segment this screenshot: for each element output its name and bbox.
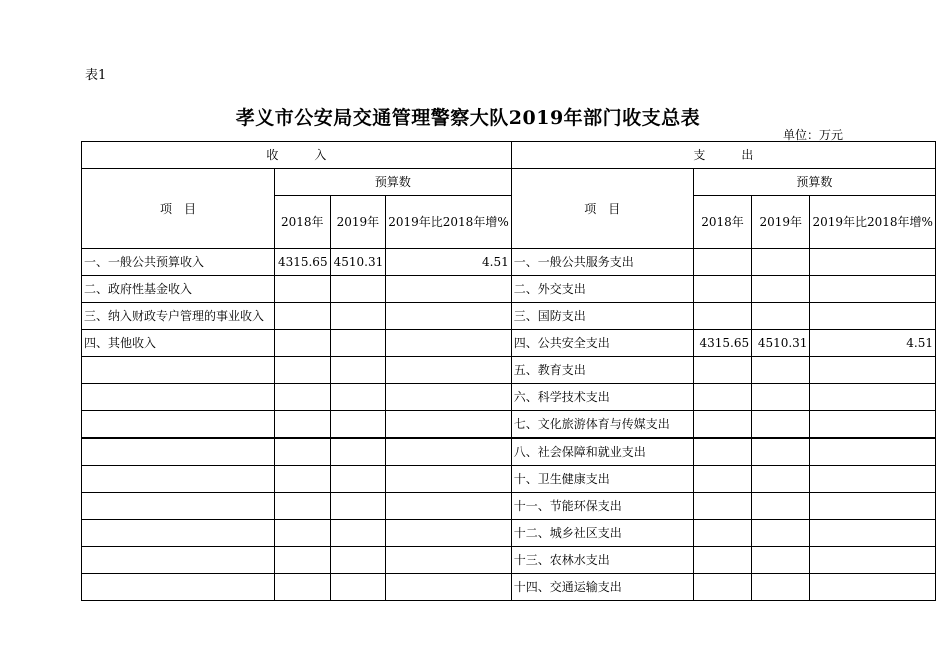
table-row (82, 330, 936, 357)
budget-summary-table (81, 141, 936, 601)
income-2018-value (274, 547, 330, 574)
income-growth-value (386, 411, 511, 439)
expense-growth-value (810, 574, 936, 601)
income-2018-value (274, 330, 330, 357)
expense-growth-value (810, 547, 936, 574)
income-item: 三、纳入财政专户管理的事业收入 (82, 303, 275, 330)
table-row (82, 411, 936, 439)
income-2019-value (330, 547, 386, 574)
income-2019-value (330, 574, 386, 601)
table-row (82, 357, 936, 384)
income-2018-value (274, 276, 330, 303)
header-row-budget (82, 169, 936, 196)
income-item (82, 438, 275, 466)
income-item (82, 574, 275, 601)
expense-2019-header: 2019年 (752, 196, 810, 249)
income-item (82, 520, 275, 547)
table-row (82, 438, 936, 466)
expense-2019-value (752, 438, 810, 466)
expense-item: 十、卫生健康支出 (511, 466, 693, 493)
income-growth-value (386, 357, 511, 384)
expense-growth-value (810, 438, 936, 466)
expense-growth-value (810, 466, 936, 493)
expense-item: 二、外交支出 (511, 276, 693, 303)
expense-2019-value (752, 520, 810, 547)
income-2019-value (330, 438, 386, 466)
table-row (82, 493, 936, 520)
income-growth-value (386, 384, 511, 411)
income-growth-value: 4.51 (386, 249, 511, 276)
income-item-header: 项 目 (82, 169, 275, 249)
expense-2018-value (693, 276, 751, 303)
table-row (82, 303, 936, 330)
table-row (82, 249, 936, 276)
expense-item: 十一、节能环保支出 (511, 493, 693, 520)
expense-growth-value (810, 384, 936, 411)
expense-growth-value (810, 493, 936, 520)
expense-item: 十三、农林水支出 (511, 547, 693, 574)
expense-item: 一、一般公共服务支出 (511, 249, 693, 276)
income-2018-value (274, 466, 330, 493)
income-2018-value (274, 493, 330, 520)
expense-2018-value (693, 384, 751, 411)
income-2018-value (274, 438, 330, 466)
expense-2019-value (752, 574, 810, 601)
income-growth-value (386, 276, 511, 303)
expense-2018-value (693, 520, 751, 547)
expense-2018-value (693, 411, 751, 439)
expense-2018-value (693, 303, 751, 330)
income-growth-value (386, 547, 511, 574)
income-growth-value (386, 520, 511, 547)
income-growth-header: 2019年比2018年增% (386, 196, 511, 249)
income-growth-value (386, 303, 511, 330)
income-2018-value (274, 303, 330, 330)
expense-2018-value (693, 547, 751, 574)
income-item (82, 547, 275, 574)
expense-2018-value (693, 466, 751, 493)
income-section-header: 收 入 (82, 142, 512, 169)
income-growth-value (386, 438, 511, 466)
table-row (82, 384, 936, 411)
income-2018-value (274, 357, 330, 384)
table-row (82, 466, 936, 493)
expense-growth-value (810, 357, 936, 384)
income-growth-value (386, 330, 511, 357)
table-row (82, 574, 936, 601)
expense-2019-value: 4510.31 (752, 330, 810, 357)
expense-2018-value (693, 493, 751, 520)
expense-2018-value (693, 357, 751, 384)
income-item: 四、其他收入 (82, 330, 275, 357)
income-2019-value (330, 493, 386, 520)
income-growth-value (386, 466, 511, 493)
income-item: 二、政府性基金收入 (82, 276, 275, 303)
income-2019-value (330, 411, 386, 439)
expense-growth-value (810, 411, 936, 439)
expense-growth-value (810, 249, 936, 276)
income-2018-value (274, 384, 330, 411)
header-row-sections (82, 142, 936, 169)
expense-item: 十二、城乡社区支出 (511, 520, 693, 547)
income-item: 一、一般公共预算收入 (82, 249, 275, 276)
unit-label: 单位：万元 (783, 128, 844, 142)
expense-item: 三、国防支出 (511, 303, 693, 330)
expense-item: 四、公共安全支出 (511, 330, 693, 357)
expense-2019-value (752, 276, 810, 303)
expense-item: 八、社会保障和就业支出 (511, 438, 693, 466)
income-2019-value (330, 357, 386, 384)
expense-2018-value (693, 574, 751, 601)
expense-2019-value (752, 384, 810, 411)
income-item (82, 493, 275, 520)
expense-2019-value (752, 357, 810, 384)
table-body (82, 249, 936, 601)
income-item (82, 411, 275, 439)
expense-2018-value (693, 249, 751, 276)
income-2018-value (274, 574, 330, 601)
expense-item-header: 项 目 (511, 169, 693, 249)
expense-growth-value: 4.51 (810, 330, 936, 357)
income-budget-header: 预算数 (274, 169, 511, 196)
income-2018-value: 4315.65 (274, 249, 330, 276)
expense-2019-value (752, 303, 810, 330)
expense-item: 十四、交通运输支出 (511, 574, 693, 601)
income-2019-value (330, 384, 386, 411)
income-item (82, 466, 275, 493)
income-item (82, 357, 275, 384)
expense-growth-header: 2019年比2018年增% (810, 196, 936, 249)
table-number-label: 表1 (85, 68, 107, 83)
income-2019-value (330, 466, 386, 493)
income-item (82, 384, 275, 411)
expense-2019-value (752, 493, 810, 520)
expense-section-header: 支 出 (511, 142, 935, 169)
income-2018-header: 2018年 (274, 196, 330, 249)
expense-budget-header: 预算数 (693, 169, 935, 196)
expense-growth-value (810, 276, 936, 303)
expense-growth-value (810, 303, 936, 330)
income-2018-value (274, 411, 330, 439)
expense-item: 七、文化旅游体育与传媒支出 (511, 411, 693, 439)
expense-2018-header: 2018年 (693, 196, 751, 249)
income-2019-value (330, 303, 386, 330)
expense-2018-value: 4315.65 (693, 330, 751, 357)
income-2019-value (330, 276, 386, 303)
expense-2019-value (752, 249, 810, 276)
income-2019-value (330, 330, 386, 357)
income-growth-value (386, 574, 511, 601)
income-2018-value (274, 520, 330, 547)
income-2019-value: 4510.31 (330, 249, 386, 276)
income-2019-value (330, 520, 386, 547)
income-2019-header: 2019年 (330, 196, 386, 249)
document-title: 孝义市公安局交通管理警察大队2019年部门收支总表 (235, 107, 701, 129)
expense-2019-value (752, 411, 810, 439)
table-row (82, 520, 936, 547)
table-row (82, 547, 936, 574)
expense-item: 五、教育支出 (511, 357, 693, 384)
expense-item: 六、科学技术支出 (511, 384, 693, 411)
expense-2019-value (752, 547, 810, 574)
expense-2019-value (752, 466, 810, 493)
table-row (82, 276, 936, 303)
expense-2018-value (693, 438, 751, 466)
expense-growth-value (810, 520, 936, 547)
income-growth-value (386, 493, 511, 520)
